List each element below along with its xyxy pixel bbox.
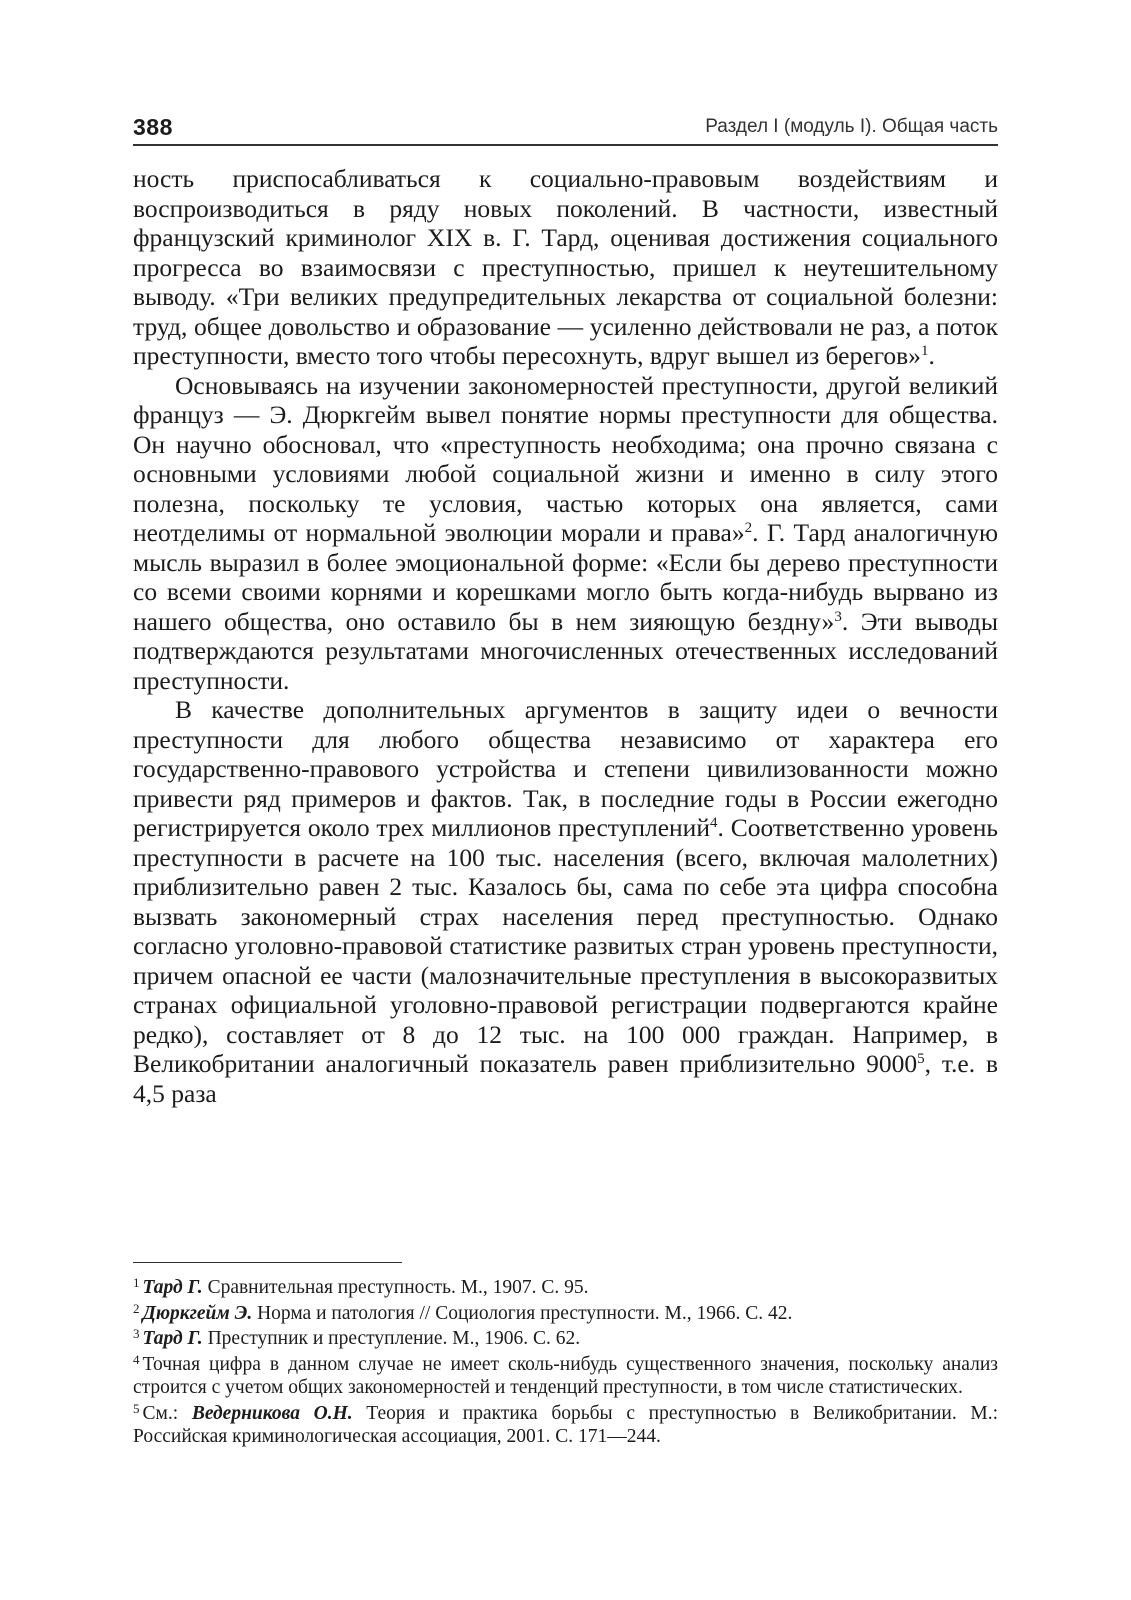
footnote — [133, 1327, 998, 1351]
footnote-text: Точная цифра в данном случае не имеет сколь-нибудь существенного значения, поскольку анализ строится с учетом общих закономерностей и тенденций преступности, в том числе статистических. — [133, 1353, 998, 1398]
footnote — [133, 1402, 998, 1449]
paragraph — [133, 164, 998, 371]
footnote-number: 5 — [133, 1400, 140, 1416]
footnote-number: 2 — [133, 1300, 140, 1316]
footnote-ref: 5 — [917, 1051, 925, 1067]
paragraph — [133, 371, 998, 696]
footnote — [133, 1353, 998, 1400]
footnote — [133, 1302, 998, 1326]
paragraph-text: ность приспосабливаться к социально-правовым воздействиям и воспроизводиться в ряду новых поколений. В частности, известный французский криминолог XIX в. Г. Тард, оценивая достижения социального прогресса во взаимосвязи с преступностью, пришел к неутешительному выводу. «Три великих предупредительных лекарства от социальной болезни: труд, общее довольство и образование — усиленно действовали не раз, а поток преступности, вместо того чтобы пересохнуть, вдруг вышел из берегов» — [133, 164, 998, 370]
paragraph-text: . — [928, 341, 935, 370]
footnote-text: Преступник и преступление. М., 1906. С. 62. — [202, 1328, 581, 1349]
footnote-author: Дюркгейм Э. — [142, 1302, 253, 1324]
footnotes — [133, 1276, 998, 1451]
main-text — [133, 164, 998, 1108]
footnote-ref: 4 — [709, 815, 718, 831]
paragraph-text: Основываясь на изучении закономерностей преступности, другой великий француз — Э. Дюркгейм вывел понятие нормы преступности для общества. Он научно обосновал, что «преступность необходима; она прочно связана с основными условиями любой социальной жизни и именно в силу этого полезна, поскольку те условия, частью которых она является, сами неотделимы от нормальной эволюции морали и права» — [133, 370, 998, 547]
footnote-author: Ведерникова О.Н. — [191, 1402, 353, 1424]
page-header — [133, 112, 998, 146]
running-head: Раздел I (модуль I). Общая часть — [705, 116, 998, 137]
footnote-author: Тард Г. — [142, 1277, 203, 1298]
footnote-author: Тард Г. — [142, 1328, 203, 1349]
paragraph-text: . Г. Тард аналогичную мысль выразил в более эмоциональной форме: «Если бы дерево преступности со всеми своими корнями и корешками могло быть когда-нибудь вырвано из нашего общества, оно оставило бы в нем зияющую бездну» — [133, 518, 999, 636]
paragraph-text: В качестве дополнительных аргументов в защиту идеи о вечности преступности для любого общества независимо от характера его государственно-правового устройства и степени цивилизованности можно привести ряд примеров и фактов. Так, в последние годы в России ежегодно регистрируется около трех миллионов преступлений — [133, 695, 998, 842]
footnote-ref: 2 — [744, 520, 753, 536]
footnote-number: 3 — [133, 1326, 140, 1341]
footnote-text: Норма и патология // Социология преступности. М., 1966. С. 42. — [252, 1302, 793, 1324]
paragraph-text: . Соответственно уровень преступности в расчете на 100 тыс. населения (всего, включая малолетних) приблизительно равен 2 тыс. Казалось бы, сама по себе эта цифра способна вызвать закономерный страх населения перед преступностью. Однако согласно уголовно-правовой статистике развитых стран уровень преступности, причем опасной ее части (малозначительные преступления в высокоразвитых странах официальной уголовно-правовой регистрации подвергаются крайне редко), составляет от 8 до 12 тыс. на 100 000 граждан. Например, в Великобритании аналогичный показатель равен приблизительно 9000 — [133, 813, 998, 1078]
footnote-ref: 1 — [920, 343, 929, 359]
footnote-divider — [133, 1262, 402, 1263]
footnote-text: Сравнительная преступность. М., 1907. С. 95. — [202, 1277, 589, 1298]
footnote-ref: 3 — [834, 608, 842, 625]
page-number: 388 — [133, 114, 173, 140]
paragraph — [133, 695, 998, 1108]
paragraph-text: , т.е. в 4,5 раза — [133, 1049, 998, 1108]
footnote-number: 1 — [133, 1275, 140, 1290]
paragraph-text: . Эти выводы подтверждаются результатами многочисленных отечественных исследований преступности. — [133, 606, 998, 695]
footnote — [133, 1276, 998, 1300]
footnote-text: Теория и практика борьбы с преступностью в Великобритании. М.: Российская криминологическая ассоциация, 2001. С. 171—244. — [133, 1402, 998, 1447]
footnote-number: 4 — [133, 1351, 140, 1367]
footnote-prefix: См.: — [142, 1402, 192, 1424]
